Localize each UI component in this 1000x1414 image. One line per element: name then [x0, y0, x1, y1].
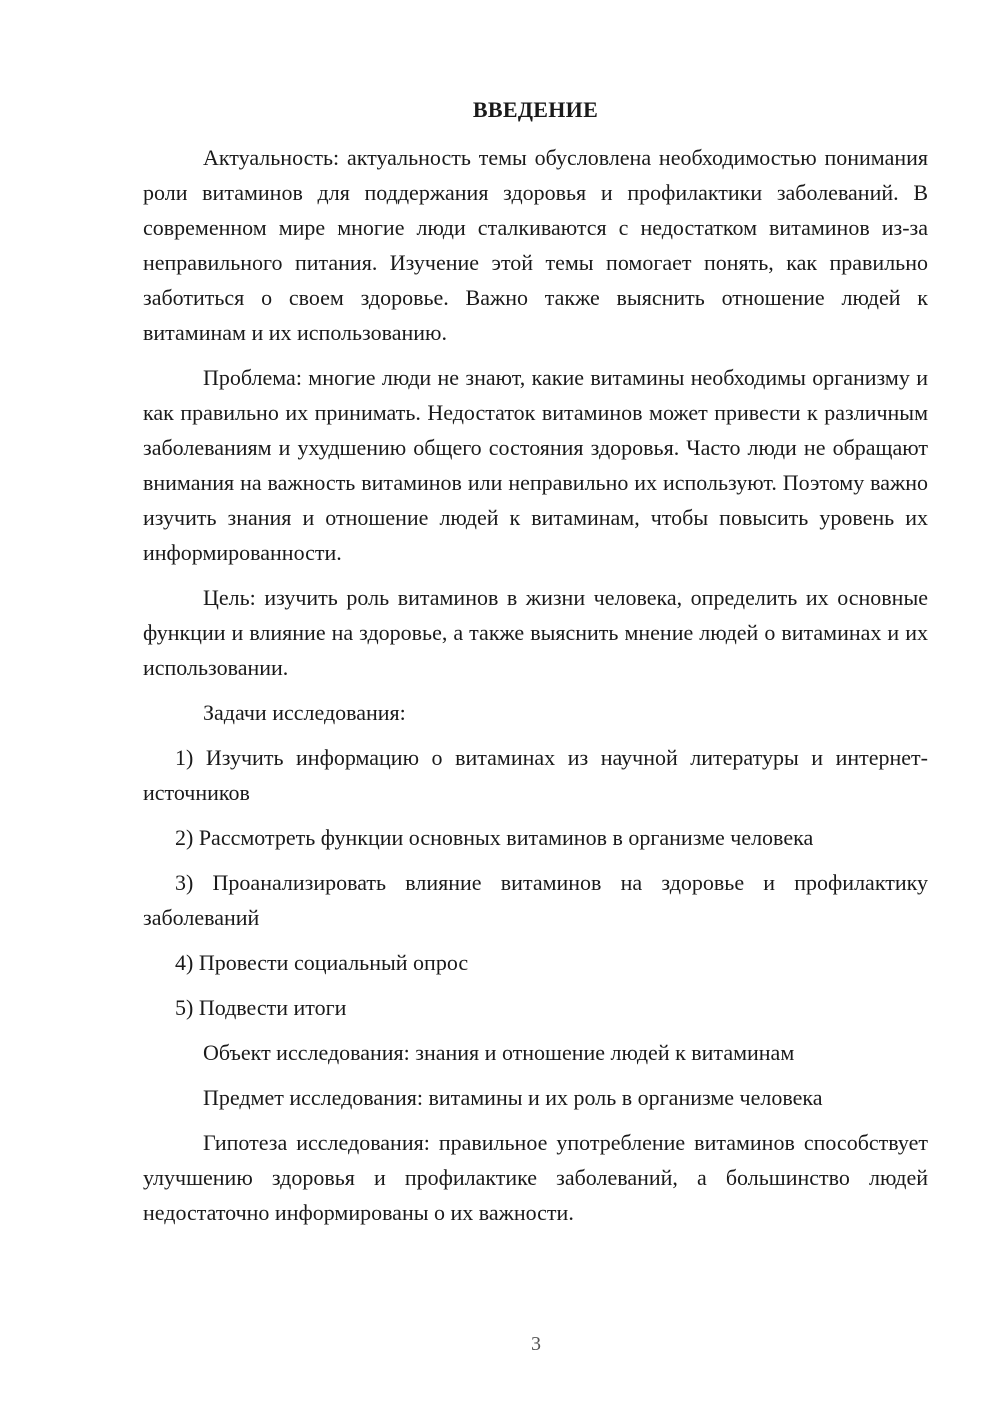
task-item-4: 4) Провести социальный опрос — [175, 950, 469, 975]
tasks-heading: Задачи исследования: — [203, 700, 406, 725]
document-page — [143, 94, 928, 1240]
hypothesis-paragraph: Гипотеза исследования: правильное употребление витаминов способствует улучшению здоровья и профилактике заболеваний, а большинство людей недостаточно информированы о их важности. — [143, 1130, 928, 1225]
goal-paragraph: Цель: изучить роль витаминов в жизни человека, определить их основные функции и влияние на здоровье, а также выяснить мнение людей о витаминах и их использовании. — [143, 585, 928, 680]
page-number: 3 — [531, 1333, 541, 1355]
research-object: Объект исследования: знания и отношение людей к витаминам — [203, 1040, 795, 1065]
task-item-1: 1) Изучить информацию о витаминах из научной литературы и интернет-источников — [143, 745, 928, 805]
task-item-2: 2) Рассмотреть функции основных витаминов в организме человека — [175, 825, 814, 850]
research-subject: Предмет исследования: витамины и их роль в организме человека — [203, 1085, 823, 1110]
relevance-paragraph: Актуальность: актуальность темы обусловлена необходимостью понимания роли витаминов для поддержания здоровья и профилактики заболеваний. В современном мире многие люди сталкиваются с недостатком витаминов из-за неправильного питания. Изучение этой темы помогает понять, как правильно заботиться о своем здоровье. Важно также выяснить отношение людей к витаминам и их использованию. — [143, 145, 928, 345]
task-item-5: 5) Подвести итоги — [175, 995, 347, 1020]
task-item-3: 3) Проанализировать влияние витаминов на здоровье и профилактику заболеваний — [143, 870, 928, 930]
section-title: ВВЕДЕНИЕ — [472, 97, 599, 122]
problem-paragraph: Проблема: многие люди не знают, какие витамины необходимы организму и как правильно их принимать. Недостаток витаминов может привести к различным заболеваниям и ухудшению общего состояния здоровья. Часто люди не обращают внимания на важность витаминов или неправильно их используют. Поэтому важно изучить знания и отношение людей к витаминам, чтобы повысить уровень их информированности. — [143, 365, 928, 565]
